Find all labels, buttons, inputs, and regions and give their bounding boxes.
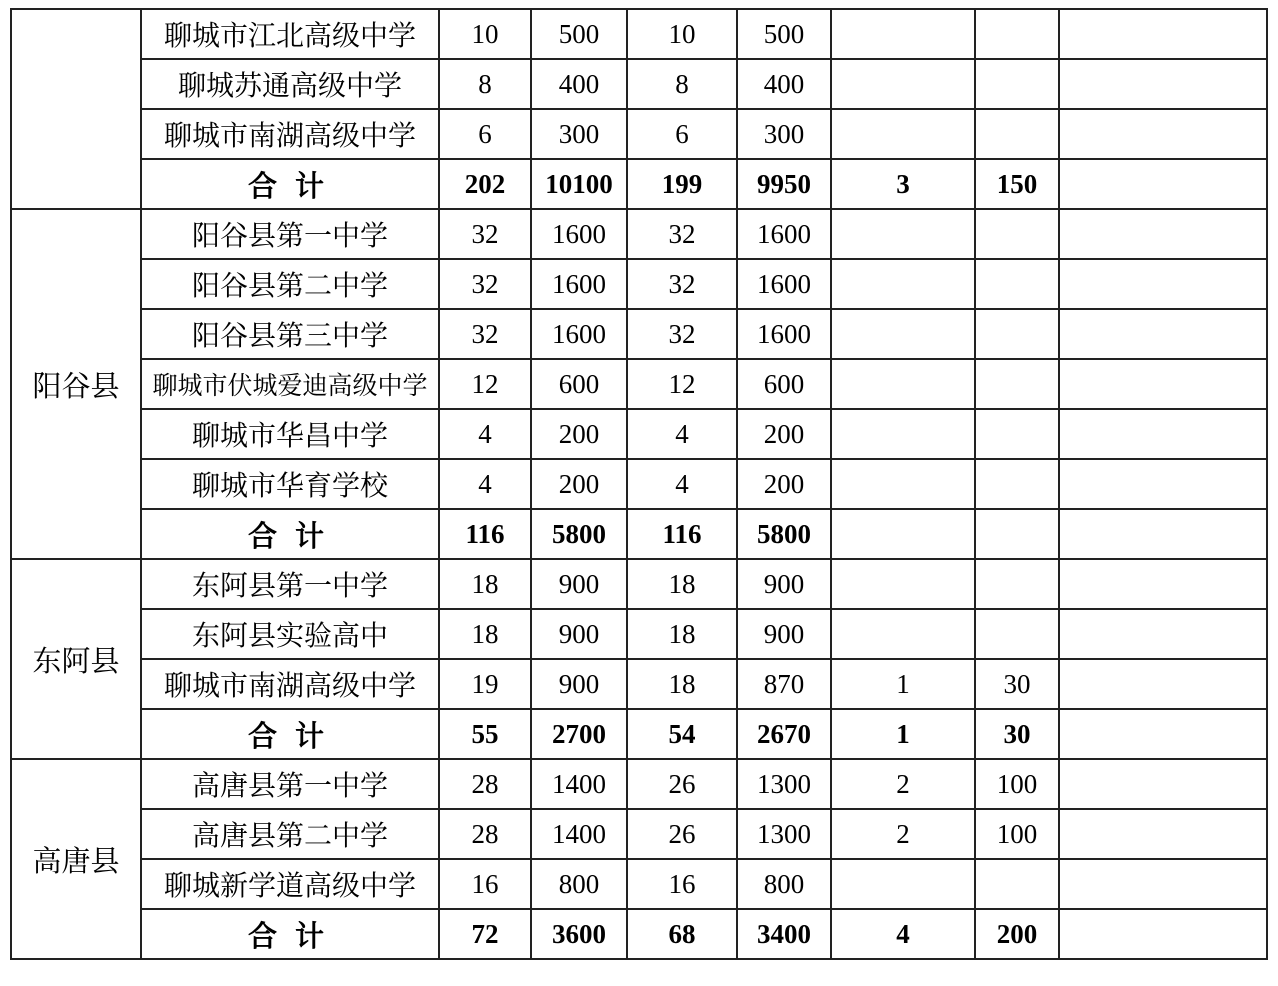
school-name-cell: 高唐县第二中学 <box>141 809 439 859</box>
school-name-cell: 东阿县实验高中 <box>141 609 439 659</box>
total-value-c7 <box>1059 509 1267 559</box>
total-value-c7 <box>1059 709 1267 759</box>
total-row <box>11 709 1267 759</box>
total-label: 合计 <box>141 509 439 559</box>
value-cell-c5 <box>831 309 975 359</box>
value-cell-c7 <box>1059 659 1267 709</box>
value-cell-c7 <box>1059 609 1267 659</box>
value-cell-c6 <box>975 259 1059 309</box>
value-cell-c2: 200 <box>531 409 627 459</box>
table-row <box>11 409 1267 459</box>
value-cell-c4: 1600 <box>737 209 831 259</box>
value-cell-c3: 32 <box>627 309 737 359</box>
value-cell-c2: 1600 <box>531 209 627 259</box>
value-cell-c2: 500 <box>531 9 627 59</box>
total-value-c1: 55 <box>439 709 531 759</box>
value-cell-c2: 1600 <box>531 259 627 309</box>
value-cell-c7 <box>1059 359 1267 409</box>
value-cell-c1: 32 <box>439 209 531 259</box>
total-value-c2: 3600 <box>531 909 627 959</box>
total-label: 合计 <box>141 159 439 209</box>
value-cell-c5 <box>831 259 975 309</box>
value-cell-c5 <box>831 59 975 109</box>
value-cell-c2: 900 <box>531 609 627 659</box>
value-cell-c3: 8 <box>627 59 737 109</box>
value-cell-c4: 1300 <box>737 809 831 859</box>
total-value-c7 <box>1059 909 1267 959</box>
table-row <box>11 259 1267 309</box>
table-row <box>11 459 1267 509</box>
value-cell-c5: 2 <box>831 809 975 859</box>
enrollment-table-container <box>10 8 1268 960</box>
school-name-cell: 聊城市江北高级中学 <box>141 9 439 59</box>
value-cell-c4: 600 <box>737 359 831 409</box>
total-value-c5: 1 <box>831 709 975 759</box>
value-cell-c1: 19 <box>439 659 531 709</box>
value-cell-c6: 100 <box>975 759 1059 809</box>
value-cell-c7 <box>1059 759 1267 809</box>
value-cell-c1: 18 <box>439 559 531 609</box>
value-cell-c7 <box>1059 459 1267 509</box>
value-cell-c7 <box>1059 309 1267 359</box>
total-value-c5: 3 <box>831 159 975 209</box>
table-row <box>11 859 1267 909</box>
total-value-c6: 30 <box>975 709 1059 759</box>
value-cell-c7 <box>1059 809 1267 859</box>
value-cell-c2: 800 <box>531 859 627 909</box>
school-name-cell: 聊城市华育学校 <box>141 459 439 509</box>
value-cell-c7 <box>1059 259 1267 309</box>
value-cell-c6: 100 <box>975 809 1059 859</box>
table-row <box>11 59 1267 109</box>
value-cell-c1: 10 <box>439 9 531 59</box>
value-cell-c3: 6 <box>627 109 737 159</box>
value-cell-c7 <box>1059 209 1267 259</box>
total-value-c2: 5800 <box>531 509 627 559</box>
value-cell-c3: 10 <box>627 9 737 59</box>
school-name-cell: 聊城市伏城爱迪高级中学 <box>141 359 439 409</box>
total-value-c6 <box>975 509 1059 559</box>
value-cell-c6 <box>975 609 1059 659</box>
enrollment-table <box>10 8 1268 960</box>
value-cell-c4: 800 <box>737 859 831 909</box>
value-cell-c1: 6 <box>439 109 531 159</box>
value-cell-c4: 1600 <box>737 259 831 309</box>
school-name-cell: 聊城市南湖高级中学 <box>141 659 439 709</box>
value-cell-c7 <box>1059 109 1267 159</box>
total-label: 合计 <box>141 909 439 959</box>
total-row <box>11 159 1267 209</box>
value-cell-c6 <box>975 59 1059 109</box>
value-cell-c5 <box>831 109 975 159</box>
value-cell-c2: 1600 <box>531 309 627 359</box>
value-cell-c2: 400 <box>531 59 627 109</box>
value-cell-c6 <box>975 309 1059 359</box>
value-cell-c5 <box>831 559 975 609</box>
value-cell-c5 <box>831 359 975 409</box>
total-value-c7 <box>1059 159 1267 209</box>
value-cell-c5: 2 <box>831 759 975 809</box>
value-cell-c6 <box>975 409 1059 459</box>
value-cell-c5: 1 <box>831 659 975 709</box>
table-row <box>11 809 1267 859</box>
school-name-cell: 聊城市南湖高级中学 <box>141 109 439 159</box>
value-cell-c7 <box>1059 859 1267 909</box>
total-value-c2: 10100 <box>531 159 627 209</box>
value-cell-c3: 26 <box>627 759 737 809</box>
value-cell-c6 <box>975 859 1059 909</box>
total-value-c1: 116 <box>439 509 531 559</box>
value-cell-c2: 300 <box>531 109 627 159</box>
total-value-c6: 200 <box>975 909 1059 959</box>
value-cell-c3: 16 <box>627 859 737 909</box>
value-cell-c1: 32 <box>439 259 531 309</box>
value-cell-c6 <box>975 9 1059 59</box>
value-cell-c2: 200 <box>531 459 627 509</box>
value-cell-c6 <box>975 359 1059 409</box>
value-cell-c4: 870 <box>737 659 831 709</box>
value-cell-c7 <box>1059 559 1267 609</box>
school-name-cell: 聊城新学道高级中学 <box>141 859 439 909</box>
value-cell-c4: 900 <box>737 609 831 659</box>
value-cell-c3: 18 <box>627 659 737 709</box>
value-cell-c4: 200 <box>737 459 831 509</box>
value-cell-c7 <box>1059 59 1267 109</box>
value-cell-c3: 26 <box>627 809 737 859</box>
value-cell-c3: 18 <box>627 559 737 609</box>
value-cell-c2: 600 <box>531 359 627 409</box>
county-cell: 阳谷县 <box>11 209 141 559</box>
table-row <box>11 759 1267 809</box>
table-row <box>11 9 1267 59</box>
value-cell-c4: 400 <box>737 59 831 109</box>
school-name-cell: 高唐县第一中学 <box>141 759 439 809</box>
county-cell: 高唐县 <box>11 759 141 959</box>
value-cell-c6 <box>975 109 1059 159</box>
school-name-cell: 东阿县第一中学 <box>141 559 439 609</box>
value-cell-c4: 300 <box>737 109 831 159</box>
value-cell-c6: 30 <box>975 659 1059 709</box>
school-name-cell: 阳谷县第一中学 <box>141 209 439 259</box>
value-cell-c3: 18 <box>627 609 737 659</box>
total-row <box>11 909 1267 959</box>
value-cell-c5 <box>831 459 975 509</box>
value-cell-c4: 500 <box>737 9 831 59</box>
value-cell-c1: 32 <box>439 309 531 359</box>
table-row <box>11 609 1267 659</box>
total-value-c1: 202 <box>439 159 531 209</box>
value-cell-c4: 200 <box>737 409 831 459</box>
total-value-c3: 68 <box>627 909 737 959</box>
school-name-cell: 阳谷县第三中学 <box>141 309 439 359</box>
county-cell <box>11 9 141 209</box>
value-cell-c1: 28 <box>439 759 531 809</box>
school-name-cell: 聊城市华昌中学 <box>141 409 439 459</box>
value-cell-c5 <box>831 9 975 59</box>
value-cell-c1: 18 <box>439 609 531 659</box>
value-cell-c7 <box>1059 9 1267 59</box>
value-cell-c3: 32 <box>627 209 737 259</box>
value-cell-c1: 12 <box>439 359 531 409</box>
table-row <box>11 209 1267 259</box>
total-value-c4: 9950 <box>737 159 831 209</box>
value-cell-c3: 4 <box>627 409 737 459</box>
value-cell-c7 <box>1059 409 1267 459</box>
value-cell-c4: 1300 <box>737 759 831 809</box>
value-cell-c2: 1400 <box>531 759 627 809</box>
school-name-cell: 阳谷县第二中学 <box>141 259 439 309</box>
value-cell-c1: 4 <box>439 409 531 459</box>
school-name-cell: 聊城苏通高级中学 <box>141 59 439 109</box>
value-cell-c6 <box>975 559 1059 609</box>
total-label: 合计 <box>141 709 439 759</box>
value-cell-c5 <box>831 209 975 259</box>
county-cell: 东阿县 <box>11 559 141 759</box>
value-cell-c4: 1600 <box>737 309 831 359</box>
value-cell-c1: 4 <box>439 459 531 509</box>
value-cell-c2: 900 <box>531 559 627 609</box>
table-row <box>11 659 1267 709</box>
value-cell-c4: 900 <box>737 559 831 609</box>
value-cell-c2: 1400 <box>531 809 627 859</box>
value-cell-c5 <box>831 609 975 659</box>
total-value-c5: 4 <box>831 909 975 959</box>
value-cell-c5 <box>831 859 975 909</box>
table-row <box>11 309 1267 359</box>
total-row <box>11 509 1267 559</box>
total-value-c2: 2700 <box>531 709 627 759</box>
total-value-c6: 150 <box>975 159 1059 209</box>
total-value-c3: 199 <box>627 159 737 209</box>
value-cell-c1: 16 <box>439 859 531 909</box>
value-cell-c3: 12 <box>627 359 737 409</box>
value-cell-c3: 4 <box>627 459 737 509</box>
value-cell-c3: 32 <box>627 259 737 309</box>
value-cell-c6 <box>975 459 1059 509</box>
value-cell-c1: 28 <box>439 809 531 859</box>
table-row <box>11 559 1267 609</box>
total-value-c3: 54 <box>627 709 737 759</box>
total-value-c3: 116 <box>627 509 737 559</box>
total-value-c5 <box>831 509 975 559</box>
value-cell-c1: 8 <box>439 59 531 109</box>
value-cell-c2: 900 <box>531 659 627 709</box>
total-value-c4: 5800 <box>737 509 831 559</box>
value-cell-c6 <box>975 209 1059 259</box>
table-row <box>11 109 1267 159</box>
value-cell-c5 <box>831 409 975 459</box>
total-value-c4: 2670 <box>737 709 831 759</box>
table-row <box>11 359 1267 409</box>
total-value-c4: 3400 <box>737 909 831 959</box>
total-value-c1: 72 <box>439 909 531 959</box>
